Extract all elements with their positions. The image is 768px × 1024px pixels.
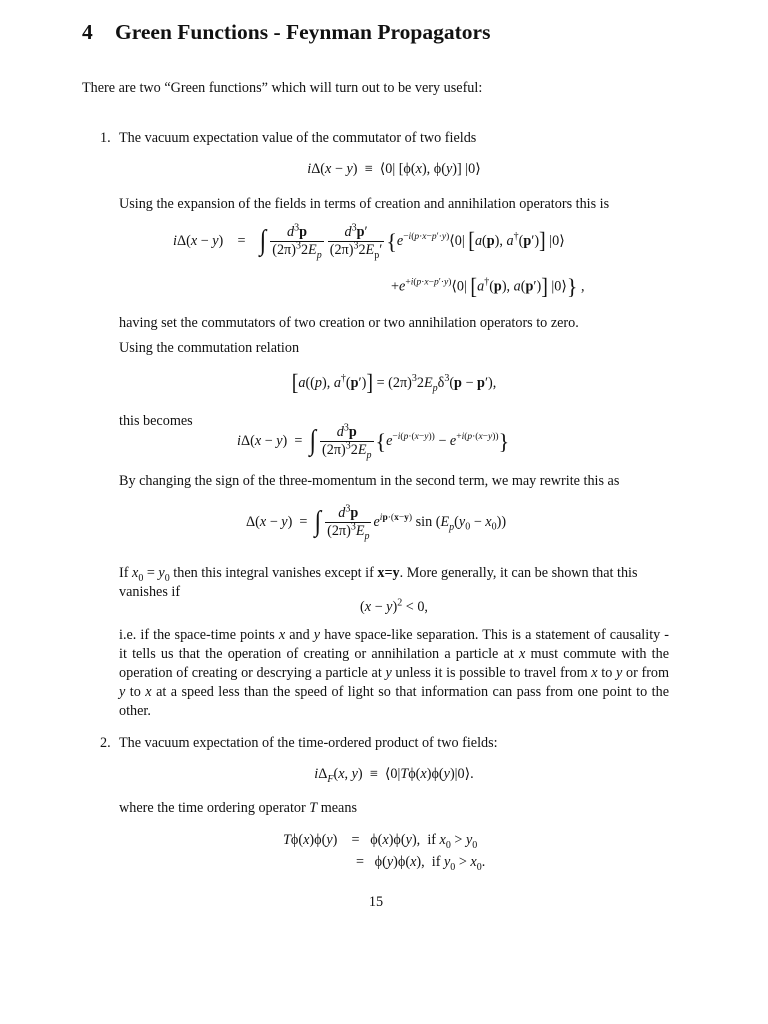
page-number: 15: [368, 894, 384, 910]
intro-paragraph: There are two “Green functions” which will turn out to be very useful:: [82, 80, 483, 96]
equation-spacelike: $(x - y)^2 < 0$,: [360, 597, 428, 615]
equation-commutator: iΔ(x − y) ≡ ⟨0| [ϕ(x), ϕ(y)] |0⟩: [307, 161, 481, 177]
if-paragraph: If $x_0 = y_0$ then this integral vanishes except if x=y. More generally, it can be shown that this vanishes if: [119, 565, 638, 600]
causality-paragraph: i.e. if the space-time points x and y have space-like separation. This is a statement of causality - it tells us that the operation of creating or annihilation a particle at x must commute with the operation of creating or descrying a particle at y unless it is possible to travel from x to y or from y to x at a speed less than the speed of light so that information can pass from one point to the other.: [119, 627, 670, 719]
item1-marker: 1.: [100, 130, 111, 146]
equation-commutation-relation: [a((p), $a^\dagger(p')] = (2\pi)^32E_p\delta^3(p - p')$,: [291, 370, 497, 396]
item2-marker: 2.: [100, 735, 111, 751]
section-title: Green Functions - Feynman Propagators: [115, 20, 491, 44]
section-heading: [82, 20, 490, 45]
equation-delta: Δ(x − y) = ∫ $\frac{d^3p}{(2\pi)^3E_p}$ $e^{ip\cdot(x-y)}$ $\sin (E_p(y_0 - x_0))$: [246, 503, 507, 542]
item2-text: The vacuum expectation of the time-ordered product of two fields:: [119, 735, 498, 751]
having-paragraph: having set the commutators of two creation or two annihilation operators to zero.: [119, 315, 579, 331]
becomes-paragraph: this becomes: [119, 413, 193, 429]
equation-becomes: iΔ(x − y) = ∫ $\frac{d^3p}{(2\pi)^32E_p}$ $\{e^{-i(p\cdot(x-y))} - e^{+i(p\cdot(x-y))}\}$: [237, 422, 510, 461]
section-number: 4: [82, 20, 93, 44]
where-paragraph: where the time ordering operator T means: [119, 800, 357, 816]
equation-expansion-line2: $+e^{+i(p\cdot x-p'\cdot y)}⟨0|$ [a†(p), a(p′)] |0⟩} ,: [391, 273, 585, 300]
expansion-paragraph: Using the expansion of the fields in terms of creation and annihilation operators this is: [119, 196, 610, 212]
using-paragraph: Using the commutation relation: [119, 340, 300, 356]
equation-expansion-line1: iΔ(x − y) = ∫ $\frac{d^3p}{(2\pi)^32E_p}$ $\frac{d^3p'}{(2\pi)^32E_p'}$ {$e^{-i(p\cdot x-p'\cdot y)}⟨0|$ [a(p), a†(p′)] |0⟩: [173, 222, 565, 261]
item1-text: The vacuum expectation value of the commutator of two fields: [119, 130, 477, 146]
changing-paragraph: By changing the sign of the three-momentum in the second term, we may rewrite this as: [119, 473, 620, 489]
equation-time-order-1: Tϕ(x)ϕ(y) = ϕ(x)ϕ(y), if $x_0 > y_0$: [283, 832, 478, 851]
equation-feynman: $i\Delta_F(x$, y) ≡ ⟨0|Tϕ(x)ϕ(y)|0⟩.: [314, 766, 474, 785]
equation-time-order-2: = ϕ(y)ϕ(x), if $y_0 > x_0$.: [356, 854, 486, 873]
